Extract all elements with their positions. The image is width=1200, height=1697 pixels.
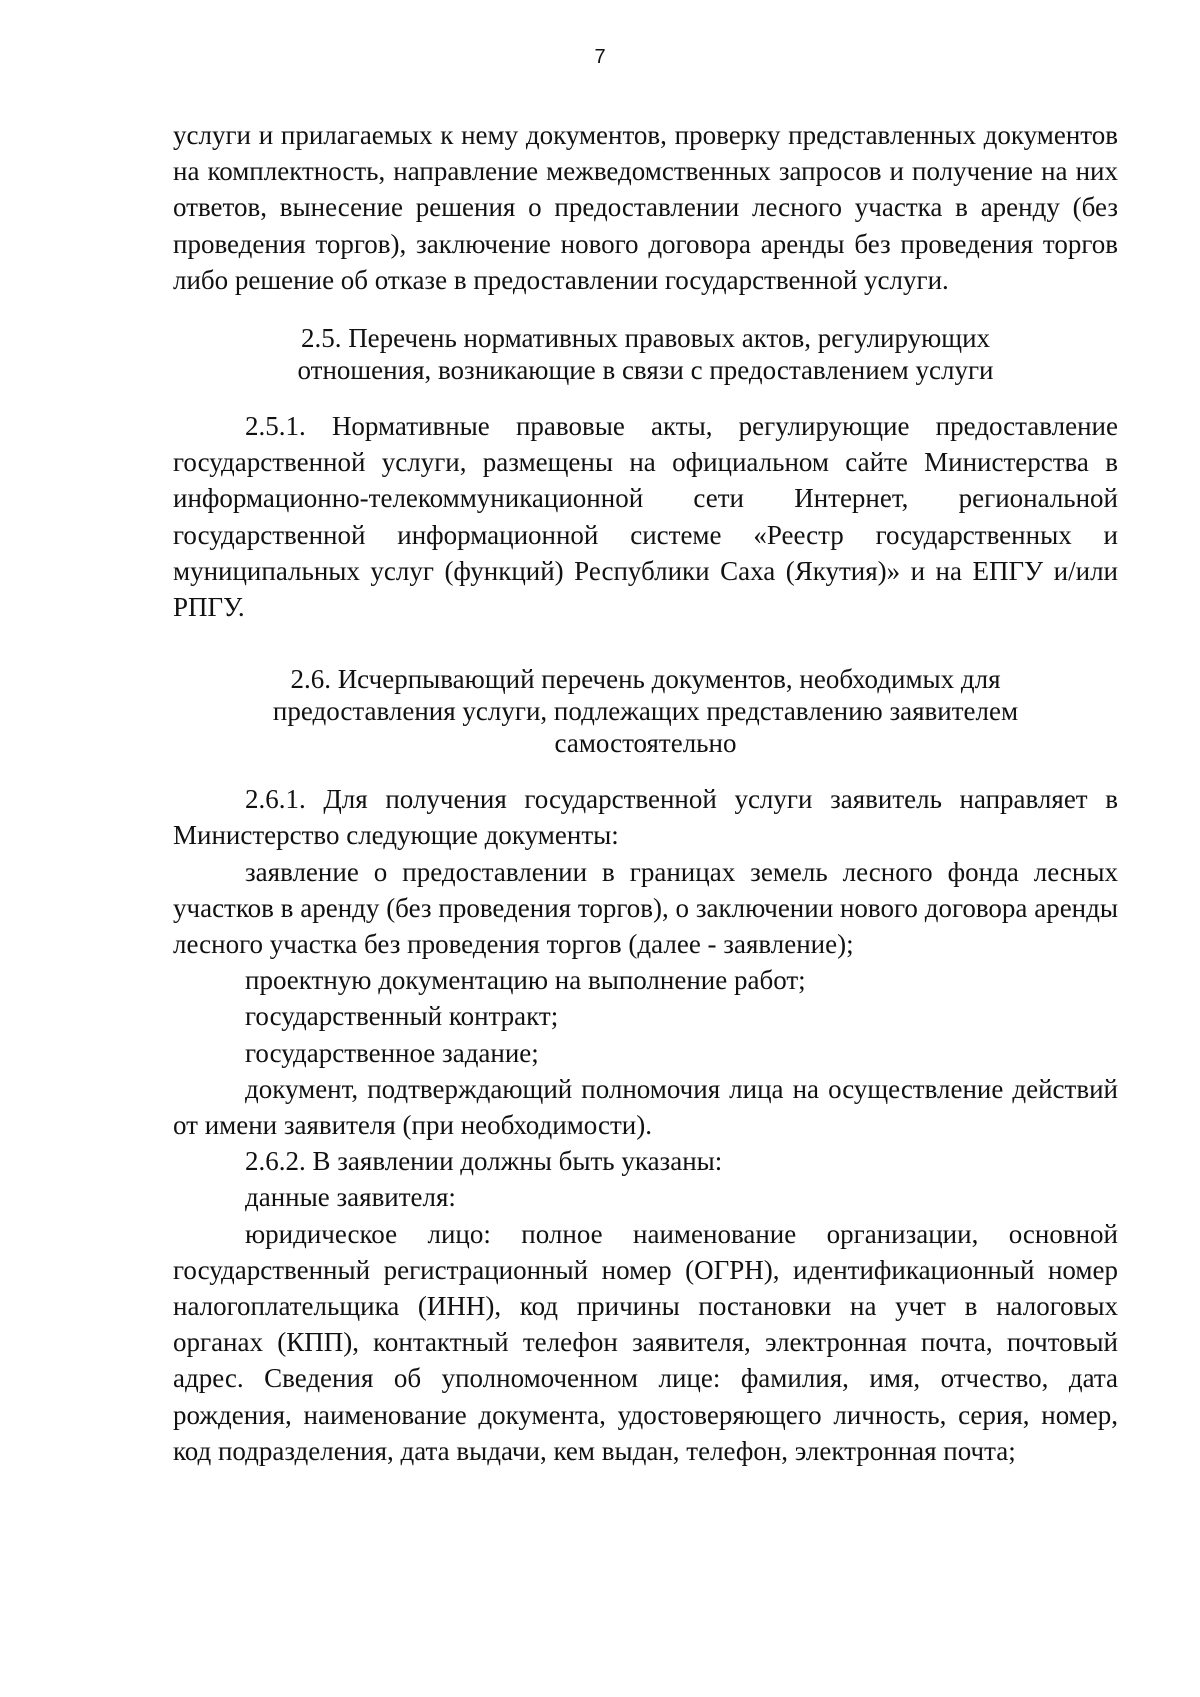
paragraph-2-6-1: 2.6.1. Для получения государственной услуги заявитель направляет в Министерство следующие документы: xyxy=(173,784,1118,851)
list-item-yurlico: юридическое лицо: полное наименование организации, основной государственный регистрационный номер (ОГРН), идентификационный номер налогоплательщика (ИНН), код причины постановки на учет в налоговых органах (КПП), контактный телефон заявителя, электронная почта, почтовый адрес. Сведения об уполномоченном лице: фамилия, имя, отчество, дата рождения, наименование документа, удостоверяющего личность, серия, номер, код подразделения, дата выдачи, кем выдан, телефон, электронная почта; xyxy=(173,1218,1118,1466)
document-body xyxy=(173,117,1118,1469)
paragraph-2-5-1: 2.5.1. Нормативные правовые акты, регулирующие предоставление государственной услуги, размещены на официальном сайте Министерства в информационно-телекоммуникационной сети Интернет, региональной государственной информационной системе «Реестр государственных и муниципальных услуг (функций) Республики Саха (Якутия)» и на ЕПГУ и/или РПГУ. xyxy=(173,411,1118,623)
list-item-zayavlenie: заявление о предоставлении в границах земель лесного фонда лесных участков в аренду (без проведения торгов), о заключении нового договора аренды лесного участка без проведения торгов (далее - заявление); xyxy=(173,856,1118,960)
heading-line: 2.5. Перечень нормативных правовых актов, регулирующих xyxy=(300,323,991,354)
list-item-dokument: документ, подтверждающий полномочия лица на осуществление действий от имени заявителя (при необходимости). xyxy=(173,1073,1118,1141)
heading-line: отношения, возникающие в связи с предоставлением услуги xyxy=(297,355,994,386)
paragraph-intro: услуги и прилагаемых к нему документов, проверку представленных документов на комплектность, направление межведомственных запросов и получение на них ответов, вынесение решения о предоставлении лесного участка в аренду (без проведения торгов), заключение нового договора аренды без проведения торгов либо решение об отказе в предоставлении государственной услуги. xyxy=(173,120,1118,295)
section-heading-2-6 xyxy=(173,663,1118,759)
heading-line: 2.6. Исчерпывающий перечень документов, необходимых для xyxy=(290,664,1001,695)
list-item-zadanie: государственное задание; xyxy=(245,1037,539,1068)
page-number: 7 xyxy=(594,46,606,68)
list-item-dannye: данные заявителя: xyxy=(245,1182,456,1213)
heading-line: самостоятельно xyxy=(554,728,737,759)
heading-line: предоставления услуги, подлежащих представлению заявителем xyxy=(272,696,1019,727)
section-heading-2-5 xyxy=(173,322,1118,386)
list-item-kontrakt: государственный контракт; xyxy=(245,1001,559,1032)
paragraph-2-6-2: 2.6.2. В заявлении должны быть указаны: xyxy=(245,1146,723,1177)
list-item-proekt: проектную документацию на выполнение работ; xyxy=(245,965,806,996)
